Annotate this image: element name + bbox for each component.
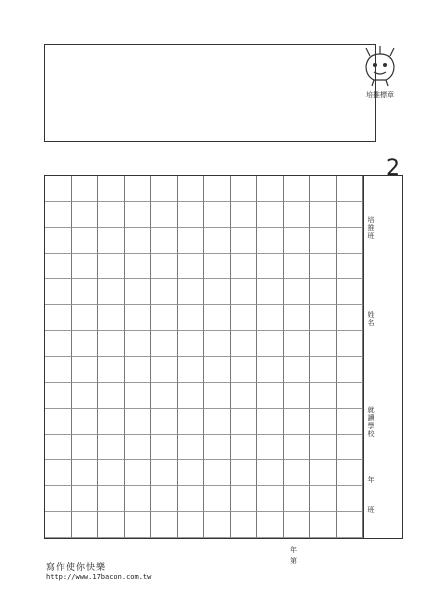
grid-cell bbox=[257, 435, 284, 461]
grid-cell bbox=[231, 486, 258, 512]
grid-cell bbox=[204, 228, 231, 254]
class-label: 培推班 bbox=[367, 216, 375, 240]
grid-cell bbox=[45, 228, 72, 254]
grid-cell bbox=[72, 331, 99, 357]
grid-cell bbox=[45, 176, 72, 202]
grid-cell bbox=[45, 435, 72, 461]
grid-cell bbox=[151, 305, 178, 331]
grid-cell bbox=[98, 305, 125, 331]
grid-cell bbox=[284, 279, 311, 305]
grid-cell bbox=[178, 435, 205, 461]
grid-cell bbox=[72, 254, 99, 280]
grid-cell bbox=[151, 279, 178, 305]
grid-cell bbox=[45, 254, 72, 280]
grid-cell bbox=[310, 357, 337, 383]
grid-cell bbox=[204, 176, 231, 202]
grid-cell bbox=[337, 305, 364, 331]
grid-cell bbox=[204, 202, 231, 228]
bottom-grade-label: 年 bbox=[290, 546, 297, 554]
grid-cell bbox=[231, 357, 258, 383]
grid-cell bbox=[204, 254, 231, 280]
grid-cell bbox=[151, 357, 178, 383]
grid-cell bbox=[257, 176, 284, 202]
grid-cell bbox=[337, 383, 364, 409]
grid-cell bbox=[310, 305, 337, 331]
grid-cell bbox=[284, 460, 311, 486]
grid-cell bbox=[98, 409, 125, 435]
grid-cell bbox=[310, 486, 337, 512]
writing-grid bbox=[44, 175, 364, 539]
grid-cell bbox=[98, 486, 125, 512]
grid-cell bbox=[337, 409, 364, 435]
grid-cell bbox=[72, 228, 99, 254]
grid-cell bbox=[98, 202, 125, 228]
grid-cell bbox=[257, 202, 284, 228]
grid-cell bbox=[310, 254, 337, 280]
grid-cell bbox=[151, 331, 178, 357]
grid-cell bbox=[151, 435, 178, 461]
grid-cell bbox=[284, 305, 311, 331]
grid-cell bbox=[151, 254, 178, 280]
grid-cell bbox=[178, 331, 205, 357]
grid-cell bbox=[125, 512, 152, 538]
grid-cell bbox=[284, 512, 311, 538]
footer-url: http://www.17bacon.com.tw bbox=[46, 573, 152, 581]
grid-cell bbox=[284, 435, 311, 461]
grid-cell bbox=[257, 228, 284, 254]
grid-cell bbox=[337, 460, 364, 486]
grid-cell bbox=[98, 460, 125, 486]
grid-cell bbox=[45, 383, 72, 409]
grid-cell bbox=[98, 176, 125, 202]
grid-cell bbox=[178, 383, 205, 409]
grid-cell bbox=[178, 512, 205, 538]
grid-cell bbox=[257, 331, 284, 357]
grid-cell bbox=[231, 228, 258, 254]
grid-cell bbox=[178, 305, 205, 331]
grid-cell bbox=[98, 331, 125, 357]
grid-cell bbox=[284, 202, 311, 228]
grid-cell bbox=[231, 383, 258, 409]
grid-cell bbox=[125, 176, 152, 202]
grid-cell bbox=[231, 254, 258, 280]
grid-cell bbox=[284, 409, 311, 435]
grid-cell bbox=[257, 254, 284, 280]
grid-cell bbox=[98, 357, 125, 383]
grid-cell bbox=[178, 486, 205, 512]
grid-cell bbox=[178, 202, 205, 228]
grid-cell bbox=[125, 228, 152, 254]
grid-cell bbox=[257, 305, 284, 331]
grid-cell bbox=[284, 228, 311, 254]
grid-cell bbox=[151, 176, 178, 202]
grid-cell bbox=[72, 176, 99, 202]
grid-cell bbox=[257, 486, 284, 512]
grid-cell bbox=[125, 460, 152, 486]
grid-cell bbox=[310, 331, 337, 357]
grid-cell bbox=[178, 254, 205, 280]
grid-cell bbox=[257, 383, 284, 409]
grid-cell bbox=[231, 409, 258, 435]
grid-cell bbox=[337, 254, 364, 280]
grid-cell bbox=[178, 279, 205, 305]
grid-cell bbox=[257, 409, 284, 435]
grid-cell bbox=[310, 228, 337, 254]
grid-cell bbox=[98, 435, 125, 461]
grid-cell bbox=[310, 383, 337, 409]
grid-cell bbox=[257, 460, 284, 486]
grid-cell bbox=[151, 460, 178, 486]
grid-cell bbox=[257, 357, 284, 383]
grid-cell bbox=[284, 357, 311, 383]
grid-cell bbox=[178, 409, 205, 435]
grid-cell bbox=[231, 460, 258, 486]
grid-cell bbox=[178, 176, 205, 202]
grid-cell bbox=[310, 409, 337, 435]
side-form bbox=[362, 175, 403, 539]
page-number: 2 bbox=[386, 156, 400, 181]
grid-cell bbox=[178, 357, 205, 383]
grid-cell bbox=[72, 279, 99, 305]
grid-cell bbox=[310, 202, 337, 228]
grid-cell bbox=[337, 331, 364, 357]
name-label: 姓名 bbox=[367, 311, 375, 327]
grid-cell bbox=[151, 512, 178, 538]
grid-cell bbox=[45, 279, 72, 305]
grid-cell bbox=[231, 305, 258, 331]
grid-cell bbox=[204, 279, 231, 305]
grid-cell bbox=[337, 176, 364, 202]
grid-cell bbox=[45, 409, 72, 435]
grid-cell bbox=[45, 331, 72, 357]
grid-cell bbox=[125, 409, 152, 435]
grid-cell bbox=[310, 512, 337, 538]
grid-cell bbox=[125, 331, 152, 357]
grid-cell bbox=[72, 383, 99, 409]
stamp-area bbox=[44, 44, 376, 142]
grid-cell bbox=[45, 202, 72, 228]
grid-cell bbox=[204, 460, 231, 486]
grid-cell bbox=[284, 254, 311, 280]
grid-cell bbox=[178, 228, 205, 254]
grid-cell bbox=[231, 512, 258, 538]
grid-cell bbox=[72, 486, 99, 512]
grid-cell bbox=[337, 228, 364, 254]
grid-cell bbox=[72, 305, 99, 331]
grid-cell bbox=[231, 331, 258, 357]
grid-cell bbox=[125, 357, 152, 383]
grid-cell bbox=[337, 357, 364, 383]
grid-cell bbox=[310, 176, 337, 202]
grid-cell bbox=[204, 305, 231, 331]
grid-cell bbox=[204, 486, 231, 512]
grid-cell bbox=[337, 279, 364, 305]
grid-cell bbox=[125, 383, 152, 409]
grid-cell bbox=[98, 383, 125, 409]
grid-cell bbox=[310, 460, 337, 486]
grid-cell bbox=[125, 305, 152, 331]
grid-cell bbox=[204, 435, 231, 461]
grid-cell bbox=[257, 512, 284, 538]
grid-cell bbox=[204, 383, 231, 409]
grid-cell bbox=[337, 435, 364, 461]
stamp-label: 培推標章 bbox=[366, 91, 394, 99]
grid-cell bbox=[98, 279, 125, 305]
grid-cell bbox=[337, 512, 364, 538]
grid-cell bbox=[257, 279, 284, 305]
grid-cell bbox=[72, 512, 99, 538]
grid-cell bbox=[310, 435, 337, 461]
grid-cell bbox=[72, 357, 99, 383]
grid-cell bbox=[45, 357, 72, 383]
mascot-logo-icon bbox=[358, 46, 402, 88]
grid-cell bbox=[204, 331, 231, 357]
bottom-index-label: 第 bbox=[290, 557, 297, 565]
grid-cell bbox=[231, 279, 258, 305]
grid-cell bbox=[231, 202, 258, 228]
grid-cell bbox=[72, 202, 99, 228]
grid-cell bbox=[151, 202, 178, 228]
grid-cell bbox=[151, 409, 178, 435]
grid-cell bbox=[284, 486, 311, 512]
grid-cell bbox=[284, 331, 311, 357]
grid-cell bbox=[72, 435, 99, 461]
grid-cell bbox=[178, 460, 205, 486]
grid-cell bbox=[72, 409, 99, 435]
grid-cell bbox=[151, 383, 178, 409]
grid-cell bbox=[125, 486, 152, 512]
grade-label: 年 bbox=[367, 476, 375, 484]
grid-cell bbox=[45, 512, 72, 538]
grid-cell bbox=[337, 486, 364, 512]
grid-cell bbox=[125, 254, 152, 280]
grid-cell bbox=[284, 176, 311, 202]
grid-cell bbox=[125, 202, 152, 228]
grid-cell bbox=[231, 435, 258, 461]
grid-cell bbox=[337, 202, 364, 228]
grid-cell bbox=[284, 383, 311, 409]
grid-cell bbox=[98, 228, 125, 254]
footer-slogan: 寫作使你快樂 bbox=[46, 563, 107, 573]
grid-cell bbox=[45, 486, 72, 512]
class-number-label: 班 bbox=[367, 506, 375, 514]
grid-cell bbox=[151, 228, 178, 254]
school-label: 就讀學校 bbox=[367, 406, 375, 438]
grid-cell bbox=[125, 435, 152, 461]
grid-cell bbox=[151, 486, 178, 512]
grid-cell bbox=[98, 254, 125, 280]
grid-cell bbox=[204, 357, 231, 383]
grid-cell bbox=[45, 305, 72, 331]
grid-cell bbox=[45, 460, 72, 486]
grid-cell bbox=[310, 279, 337, 305]
grid-cell bbox=[125, 279, 152, 305]
grid-cell bbox=[98, 512, 125, 538]
grid-cell bbox=[72, 460, 99, 486]
grid-cell bbox=[204, 409, 231, 435]
grid-cell bbox=[231, 176, 258, 202]
grid-cell bbox=[204, 512, 231, 538]
